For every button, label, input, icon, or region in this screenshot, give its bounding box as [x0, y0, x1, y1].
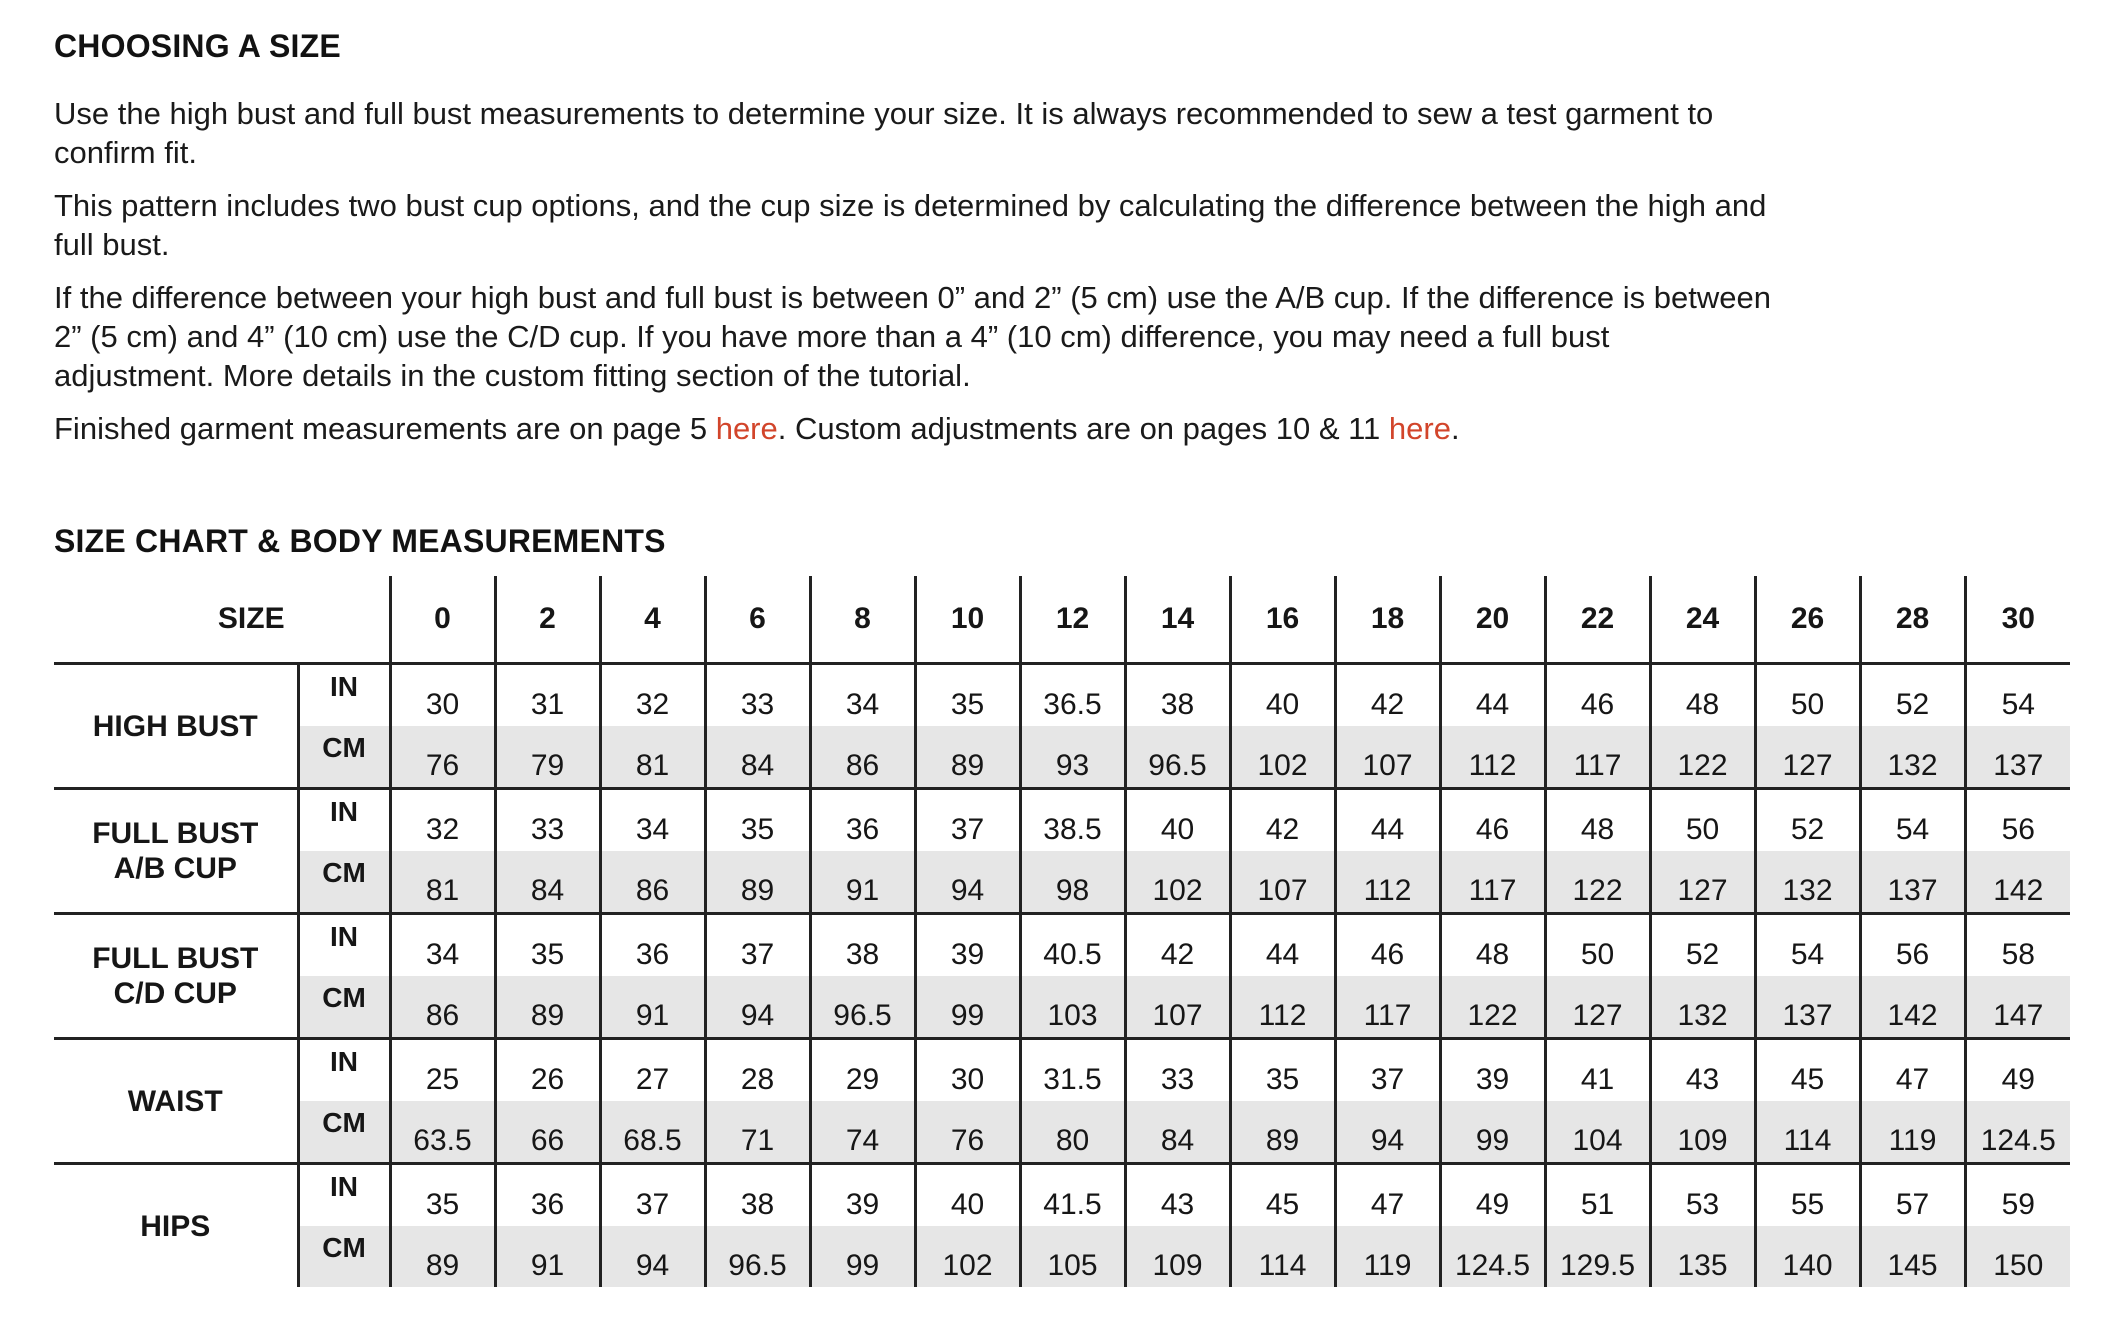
table-cell: 40: [915, 1164, 1020, 1227]
table-cell: 94: [705, 976, 810, 1039]
table-cell: 89: [915, 726, 1020, 789]
table-cell: 96.5: [1125, 726, 1230, 789]
table-cell: 98: [1020, 851, 1125, 914]
table-cell: 35: [495, 914, 600, 977]
table-row: [54, 1101, 2070, 1164]
table-cell: 42: [1125, 914, 1230, 977]
table-cell: 42: [1335, 664, 1440, 727]
table-row: [54, 976, 2070, 1039]
table-cell: 122: [1440, 976, 1545, 1039]
table-cell: 35: [1230, 1039, 1335, 1102]
table-cell: 89: [1230, 1101, 1335, 1164]
table-cell: 38: [705, 1164, 810, 1227]
table-cell: 56: [1965, 789, 2070, 852]
table-cell: 117: [1545, 726, 1650, 789]
size-header-24: 24: [1650, 576, 1755, 664]
intro-paragraph-2: This pattern includes two bust cup options, and the cup size is determined by calculating the difference between the high and full bust.: [54, 188, 1767, 262]
unit-label-in: IN: [298, 664, 390, 727]
size-header-10: 10: [915, 576, 1020, 664]
measurement-label: [54, 914, 298, 1039]
intro-paragraph-3: If the difference between your high bust and full bust is between 0” and 2” (5 cm) use the A/B cup. If the difference is between 2” (5 cm) and 4” (10 cm) use the C/D cup. If you have more than a 4” (10 cm) difference, you may need a full bust adjustment. More details in the custom fitting section of the tutorial.: [54, 280, 1771, 393]
table-cell: 30: [915, 1039, 1020, 1102]
table-cell: 107: [1230, 851, 1335, 914]
table-cell: 96.5: [810, 976, 915, 1039]
table-cell: 31: [495, 664, 600, 727]
table-cell: 107: [1125, 976, 1230, 1039]
size-header-20: 20: [1440, 576, 1545, 664]
table-cell: 79: [495, 726, 600, 789]
table-row: [54, 1226, 2070, 1287]
unit-label-in: IN: [298, 914, 390, 977]
table-cell: 117: [1440, 851, 1545, 914]
table-cell: 96.5: [705, 1226, 810, 1287]
table-cell: 107: [1335, 726, 1440, 789]
table-cell: 93: [1020, 726, 1125, 789]
size-header-28: 28: [1860, 576, 1965, 664]
table-cell: 127: [1755, 726, 1860, 789]
table-cell: 51: [1545, 1164, 1650, 1227]
table-cell: 57: [1860, 1164, 1965, 1227]
table-cell: 48: [1440, 914, 1545, 977]
table-cell: 86: [810, 726, 915, 789]
table-cell: 39: [1440, 1039, 1545, 1102]
table-cell: 127: [1650, 851, 1755, 914]
table-cell: 103: [1020, 976, 1125, 1039]
table-cell: 47: [1335, 1164, 1440, 1227]
table-cell: 132: [1755, 851, 1860, 914]
table-cell: 40: [1125, 789, 1230, 852]
table-cell: 31.5: [1020, 1039, 1125, 1102]
table-cell: 32: [600, 664, 705, 727]
table-cell: 39: [810, 1164, 915, 1227]
intro-paragraph-1: Use the high bust and full bust measurements to determine your size. It is always recommended to sew a test garment to confirm fit.: [54, 96, 1714, 170]
table-cell: 54: [1965, 664, 2070, 727]
table-cell: 37: [600, 1164, 705, 1227]
table-cell: 41: [1545, 1039, 1650, 1102]
size-header-0: 0: [390, 576, 495, 664]
table-cell: 119: [1860, 1101, 1965, 1164]
measurement-label-line: FULL BUST: [92, 942, 259, 975]
table-cell: 89: [495, 976, 600, 1039]
table-cell: 37: [915, 789, 1020, 852]
table-cell: 91: [600, 976, 705, 1039]
measurement-label: [54, 789, 298, 914]
unit-label-in: IN: [298, 789, 390, 852]
table-cell: 112: [1335, 851, 1440, 914]
unit-label-cm: CM: [298, 976, 390, 1039]
table-cell: 76: [390, 726, 495, 789]
table-cell: 76: [915, 1101, 1020, 1164]
table-cell: 36: [810, 789, 915, 852]
table-cell: 84: [495, 851, 600, 914]
table-cell: 53: [1650, 1164, 1755, 1227]
table-cell: 52: [1650, 914, 1755, 977]
table-cell: 150: [1965, 1226, 2070, 1287]
table-cell: 86: [600, 851, 705, 914]
table-cell: 112: [1440, 726, 1545, 789]
table-cell: 105: [1020, 1226, 1125, 1287]
table-cell: 33: [1125, 1039, 1230, 1102]
table-cell: 33: [705, 664, 810, 727]
measurement-label-line: HIGH BUST: [92, 709, 258, 743]
table-cell: 48: [1545, 789, 1650, 852]
table-cell: 74: [810, 1101, 915, 1164]
size-header-row: [54, 576, 2070, 664]
table-cell: 129.5: [1545, 1226, 1650, 1287]
table-cell: 81: [600, 726, 705, 789]
intro-text: [54, 94, 1774, 462]
size-header-4: 4: [600, 576, 705, 664]
table-cell: 44: [1440, 664, 1545, 727]
table-cell: 99: [1440, 1101, 1545, 1164]
table-cell: 114: [1755, 1101, 1860, 1164]
table-row: [54, 851, 2070, 914]
table-cell: 52: [1755, 789, 1860, 852]
table-cell: 44: [1335, 789, 1440, 852]
table-cell: 34: [600, 789, 705, 852]
measurement-label: [54, 1164, 298, 1288]
table-cell: 142: [1860, 976, 1965, 1039]
table-cell: 46: [1440, 789, 1545, 852]
table-row: [54, 726, 2070, 789]
table-cell: 94: [915, 851, 1020, 914]
table-cell: 45: [1755, 1039, 1860, 1102]
table-row: [54, 664, 2070, 727]
table-cell: 27: [600, 1039, 705, 1102]
table-cell: 102: [1230, 726, 1335, 789]
table-cell: 30: [390, 664, 495, 727]
table-cell: 102: [915, 1226, 1020, 1287]
size-chart: [54, 576, 2070, 1287]
table-cell: 71: [705, 1101, 810, 1164]
table-cell: 33: [495, 789, 600, 852]
paragraph-4-text-b: . Custom adjustments are on pages 10 & 11: [777, 411, 1389, 446]
table-cell: 102: [1125, 851, 1230, 914]
table-cell: 137: [1860, 851, 1965, 914]
size-header-26: 26: [1755, 576, 1860, 664]
table-cell: 37: [1335, 1039, 1440, 1102]
measurement-label: [54, 664, 298, 789]
measurement-label-line: HIPS: [140, 1209, 211, 1243]
table-cell: 119: [1335, 1226, 1440, 1287]
table-cell: 122: [1545, 851, 1650, 914]
table-cell: 39: [915, 914, 1020, 977]
table-cell: 124.5: [1965, 1101, 2070, 1164]
table-cell: 140: [1755, 1226, 1860, 1287]
table-cell: 56: [1860, 914, 1965, 977]
table-cell: 34: [390, 914, 495, 977]
size-header-22: 22: [1545, 576, 1650, 664]
paragraph-4-text-c: .: [1450, 411, 1460, 446]
table-cell: 35: [390, 1164, 495, 1227]
table-cell: 124.5: [1440, 1226, 1545, 1287]
table-cell: 104: [1545, 1101, 1650, 1164]
table-cell: 50: [1650, 789, 1755, 852]
table-cell: 45: [1230, 1164, 1335, 1227]
table-cell: 43: [1650, 1039, 1755, 1102]
table-cell: 109: [1125, 1226, 1230, 1287]
table-cell: 43: [1125, 1164, 1230, 1227]
table-cell: 32: [390, 789, 495, 852]
size-chart-table: [54, 576, 2070, 1287]
table-cell: 34: [810, 664, 915, 727]
table-cell: 142: [1965, 851, 2070, 914]
table-cell: 52: [1860, 664, 1965, 727]
size-header-16: 16: [1230, 576, 1335, 664]
table-cell: 132: [1860, 726, 1965, 789]
table-cell: 112: [1230, 976, 1335, 1039]
table-cell: 25: [390, 1039, 495, 1102]
size-chart-heading: SIZE CHART & BODY MEASUREMENTS: [54, 523, 666, 559]
intro-paragraph-4: [54, 409, 1774, 448]
table-cell: 38: [1125, 664, 1230, 727]
unit-label-cm: CM: [298, 1101, 390, 1164]
table-cell: 91: [810, 851, 915, 914]
table-cell: 137: [1755, 976, 1860, 1039]
table-cell: 86: [390, 976, 495, 1039]
table-cell: 89: [705, 851, 810, 914]
table-cell: 28: [705, 1039, 810, 1102]
measurement-label: [54, 1039, 298, 1164]
size-header-30: 30: [1965, 576, 2070, 664]
table-cell: 49: [1965, 1039, 2070, 1102]
size-column-header: SIZE: [54, 576, 390, 664]
unit-label-cm: CM: [298, 726, 390, 789]
table-cell: 50: [1545, 914, 1650, 977]
unit-label-cm: CM: [298, 1226, 390, 1287]
table-cell: 99: [915, 976, 1020, 1039]
table-cell: 135: [1650, 1226, 1755, 1287]
table-cell: 29: [810, 1039, 915, 1102]
table-cell: 46: [1335, 914, 1440, 977]
table-row: [54, 914, 2070, 977]
table-cell: 55: [1755, 1164, 1860, 1227]
measurement-label-line: FULL BUST: [92, 817, 259, 850]
paragraph-4-text-a: Finished garment measurements are on page 5: [54, 411, 716, 446]
table-cell: 99: [810, 1226, 915, 1287]
table-row: [54, 1164, 2070, 1227]
table-cell: 81: [390, 851, 495, 914]
table-cell: 80: [1020, 1101, 1125, 1164]
table-cell: 145: [1860, 1226, 1965, 1287]
table-cell: 94: [600, 1226, 705, 1287]
table-cell: 48: [1650, 664, 1755, 727]
table-cell: 47: [1860, 1039, 1965, 1102]
table-cell: 109: [1650, 1101, 1755, 1164]
table-cell: 54: [1860, 789, 1965, 852]
table-cell: 63.5: [390, 1101, 495, 1164]
table-row: [54, 789, 2070, 852]
table-cell: 84: [705, 726, 810, 789]
table-cell: 91: [495, 1226, 600, 1287]
table-cell: 58: [1965, 914, 2070, 977]
measurement-label-line: C/D CUP: [113, 977, 237, 1010]
table-cell: 40.5: [1020, 914, 1125, 977]
table-cell: 37: [705, 914, 810, 977]
unit-label-in: IN: [298, 1164, 390, 1227]
table-cell: 36: [495, 1164, 600, 1227]
table-cell: 40: [1230, 664, 1335, 727]
size-header-8: 8: [810, 576, 915, 664]
table-cell: 35: [705, 789, 810, 852]
table-row: [54, 1039, 2070, 1102]
measurement-label-line: WAIST: [127, 1084, 223, 1118]
table-cell: 59: [1965, 1164, 2070, 1227]
table-cell: 49: [1440, 1164, 1545, 1227]
table-cell: 137: [1965, 726, 2070, 789]
table-cell: 127: [1545, 976, 1650, 1039]
table-cell: 114: [1230, 1226, 1335, 1287]
table-cell: 66: [495, 1101, 600, 1164]
size-header-18: 18: [1335, 576, 1440, 664]
size-header-2: 2: [495, 576, 600, 664]
custom-adjustments-link[interactable]: here: [1388, 411, 1451, 446]
table-cell: 41.5: [1020, 1164, 1125, 1227]
table-cell: 35: [915, 664, 1020, 727]
size-header-14: 14: [1125, 576, 1230, 664]
table-cell: 89: [390, 1226, 495, 1287]
table-cell: 36.5: [1020, 664, 1125, 727]
unit-label-in: IN: [298, 1039, 390, 1102]
table-cell: 117: [1335, 976, 1440, 1039]
table-cell: 54: [1755, 914, 1860, 977]
table-cell: 26: [495, 1039, 600, 1102]
table-cell: 36: [600, 914, 705, 977]
measurement-label-line: A/B CUP: [113, 852, 237, 885]
table-cell: 50: [1755, 664, 1860, 727]
size-header-12: 12: [1020, 576, 1125, 664]
finished-measurements-link[interactable]: here: [715, 411, 778, 446]
size-header-6: 6: [705, 576, 810, 664]
table-cell: 84: [1125, 1101, 1230, 1164]
table-cell: 132: [1650, 976, 1755, 1039]
table-cell: 147: [1965, 976, 2070, 1039]
table-cell: 38: [810, 914, 915, 977]
table-cell: 46: [1545, 664, 1650, 727]
unit-label-cm: CM: [298, 851, 390, 914]
table-cell: 94: [1335, 1101, 1440, 1164]
table-cell: 44: [1230, 914, 1335, 977]
table-cell: 38.5: [1020, 789, 1125, 852]
choosing-size-heading: CHOOSING A SIZE: [54, 28, 341, 64]
table-cell: 42: [1230, 789, 1335, 852]
table-cell: 68.5: [600, 1101, 705, 1164]
table-cell: 122: [1650, 726, 1755, 789]
